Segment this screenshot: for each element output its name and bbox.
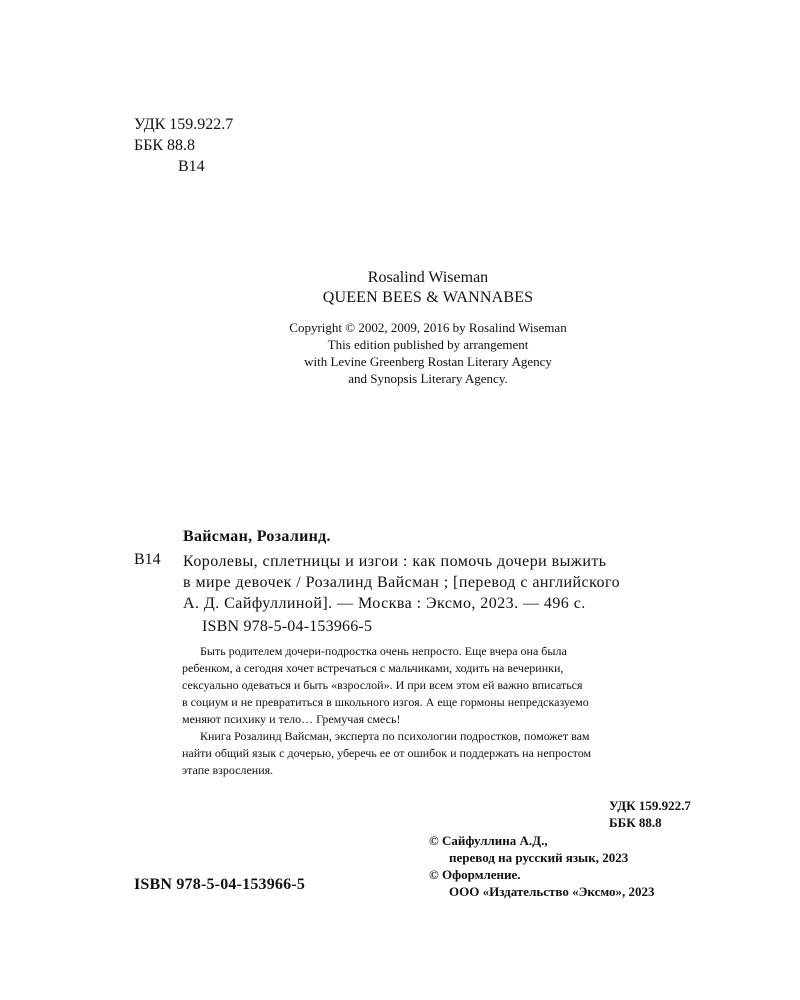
annotation-line: сексуально одеваться и быть «взрослой». И при всем этом ей важно вписаться xyxy=(182,678,583,692)
annotation xyxy=(182,643,727,779)
classification-top xyxy=(134,114,233,177)
copyright-line: This edition published by arrangement xyxy=(327,337,529,352)
copyright-line: with Levine Greenberg Rostan Literary Agency xyxy=(304,354,552,369)
credit-line: ООО «Издательство «Эксмо», 2023 xyxy=(449,884,655,899)
bib-isbn: ISBN 978-5-04-153966-5 xyxy=(202,618,373,635)
copyright-line: Copyright © 2002, 2009, 2016 by Rosalind Wiseman xyxy=(289,320,567,335)
annotation-line: меняют психику и тело… Гремучая смесь! xyxy=(182,712,401,726)
bib-author-sign: В14 xyxy=(134,551,161,568)
bib-heading: Вайсман, Розалинд. xyxy=(183,528,331,545)
credit-line: перевод на русский язык, 2023 xyxy=(449,850,629,865)
bib-description-line: в мире девочек / Розалинд Вайсман ; [перевод с английского xyxy=(183,574,621,591)
annotation-line: в социум и не превратиться в школьного изгоя. А еще гормоны непредсказуемо xyxy=(182,695,589,709)
credit-line: © Оформление. xyxy=(429,867,521,882)
bib-description-line: А. Д. Сайфуллиной]. — Москва : Эксмо, 2023. — 496 с. xyxy=(183,595,586,612)
author-sign: В14 xyxy=(178,158,205,175)
credits xyxy=(429,832,655,900)
credit-line: © Сайфуллина А.Д., xyxy=(429,833,548,848)
bbk-code-bottom: ББК 88.8 xyxy=(609,815,662,830)
annotation-line: Книга Розалинд Вайсман, эксперта по психологии подростков, поможет вам xyxy=(200,729,590,743)
annotation-line: ребенком, а сегодня хочет встречаться с мальчиками, ходить на вечеринки, xyxy=(182,661,564,675)
udk-code: УДК 159.922.7 xyxy=(134,116,234,133)
isbn-footer: ISBN 978-5-04-153966-5 xyxy=(134,876,306,893)
bbk-code: ББК 88.8 xyxy=(134,137,196,154)
classification-bottom xyxy=(609,797,691,831)
copyright-line: and Synopsis Literary Agency. xyxy=(348,371,508,386)
bib-description-line: Королевы, сплетницы и изгои : как помочь дочери выжить xyxy=(183,553,607,570)
original-author: Rosalind Wiseman xyxy=(367,269,489,286)
bib-description xyxy=(183,551,620,614)
annotation-line: найти общий язык с дочерью, уберечь ее от ошибок и поддержать на непростом xyxy=(182,746,592,760)
annotation-line: Быть родителем дочери-подростка очень непросто. Еще вчера она была xyxy=(200,644,567,658)
annotation-line: этапе взросления. xyxy=(182,763,274,777)
udk-code-bottom: УДК 159.922.7 xyxy=(609,798,691,813)
original-title: QUEEN BEES & WANNABES xyxy=(322,289,534,306)
copyright-notice xyxy=(0,319,800,387)
